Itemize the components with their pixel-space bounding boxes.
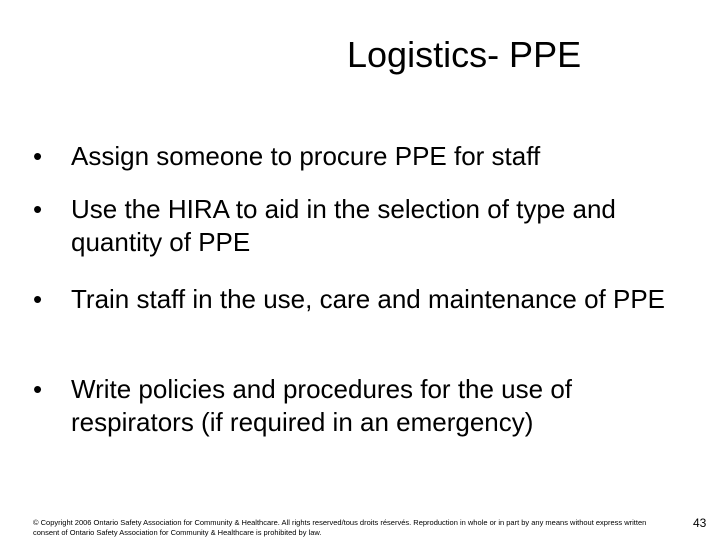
bullet-dot-icon: • bbox=[33, 284, 43, 314]
bullet-text: Assign someone to procure PPE for staff bbox=[71, 141, 541, 171]
bullet-text: Use the HIRA to aid in the selection of type and quantity of PPE bbox=[71, 194, 616, 257]
slide-title: Logistics- PPE bbox=[347, 34, 582, 75]
bullet-dot-icon: • bbox=[33, 141, 43, 171]
page-number: 43 bbox=[693, 516, 707, 530]
bullet-text: Write policies and procedures for the use of respirators (if required in an emergency) bbox=[71, 374, 573, 437]
bullet-text: Train staff in the use, care and maintenance of PPE bbox=[71, 284, 666, 314]
bullet-dot-icon: • bbox=[33, 374, 43, 404]
copyright-footer: © Copyright 2006 Ontario Safety Association for Community & Healthcare. All rights reserved/tous droits réservés. Reproduction in whole or in part by any means without express written consent of Ontario Safety Association for Community & Healthcare is prohibited by law. bbox=[33, 518, 647, 537]
bullet-dot-icon: • bbox=[33, 194, 43, 224]
